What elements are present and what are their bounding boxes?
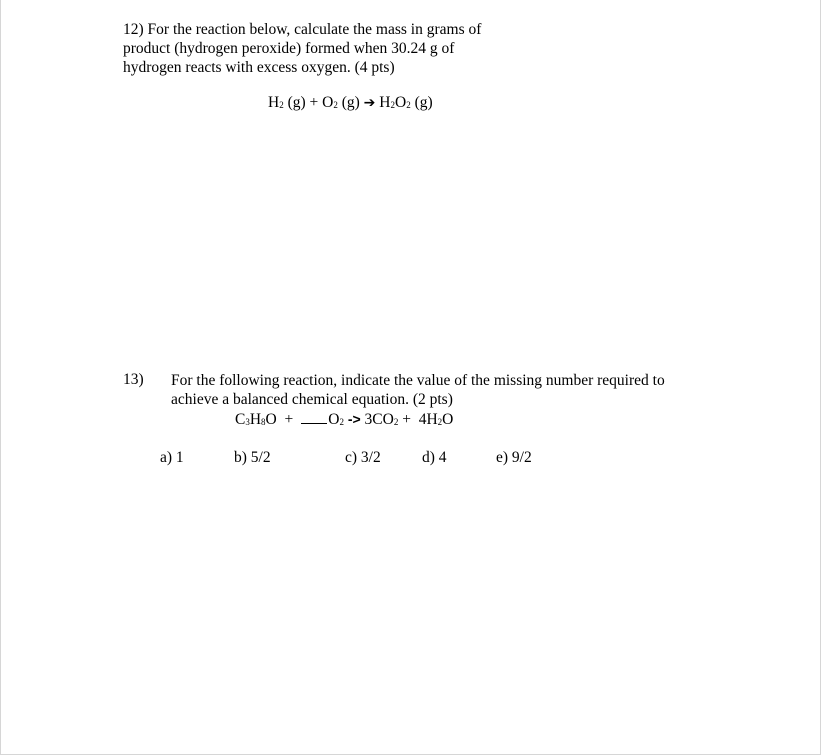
choice-d[interactable]: d) 4 <box>422 449 447 466</box>
eq13-text: O <box>328 411 340 428</box>
eq13-text: C <box>235 411 246 428</box>
reaction-arrow-icon: ➔ <box>363 95 376 111</box>
eq13-sub: 2 <box>339 417 344 427</box>
eq12-sub: 2 <box>333 100 338 110</box>
eq13-text: O + <box>265 411 294 428</box>
choice-b[interactable]: b) 5/2 <box>234 449 271 466</box>
eq12-text: H <box>375 94 391 111</box>
question-12-line-2: product (hydrogen peroxide) formed when 30.24 g of <box>123 40 455 57</box>
eq12-text: (g) <box>410 94 433 111</box>
eq13-text: + 4H <box>398 411 438 428</box>
eq13-sub: 3 <box>245 417 250 427</box>
eq12-text: (g) <box>337 94 364 111</box>
choice-a[interactable]: a) 1 <box>160 449 184 466</box>
eq12-sub: 2 <box>279 100 284 110</box>
choice-e[interactable]: e) 9/2 <box>496 449 532 466</box>
question-12-line-1: 12) For the reaction below, calculate the mass in grams of <box>123 21 482 38</box>
eq12-text: (g) + O <box>283 94 334 111</box>
eq13-sub: 8 <box>261 417 266 427</box>
question-13-line-1: For the following reaction, indicate the value of the missing number required to <box>171 372 665 389</box>
reaction-arrow-icon: -> <box>343 411 361 427</box>
question-13 <box>171 371 731 409</box>
missing-coefficient-blank[interactable] <box>301 411 327 424</box>
eq12-text: O <box>394 94 407 111</box>
eq12-h: H <box>268 94 280 111</box>
eq13-text: H <box>249 411 262 428</box>
choice-c[interactable]: c) 3/2 <box>345 449 381 466</box>
eq12-sub: 2 <box>406 100 411 110</box>
question-12 <box>123 20 543 77</box>
eq13-sub: 2 <box>437 417 443 427</box>
eq13-text: O <box>442 411 454 428</box>
question-12-line-3: hydrogen reacts with excess oxygen. (4 pts) <box>123 59 395 76</box>
question-13-line-2: achieve a balanced chemical equation. (2 pts) <box>171 391 453 408</box>
question-12-equation <box>268 94 433 112</box>
question-13-equation <box>235 411 453 429</box>
eq13-text: 3CO <box>360 411 394 428</box>
eq13-sub: 2 <box>393 417 399 427</box>
eq12-sub: 2 <box>390 100 395 110</box>
question-13-number: 13) <box>123 371 144 388</box>
